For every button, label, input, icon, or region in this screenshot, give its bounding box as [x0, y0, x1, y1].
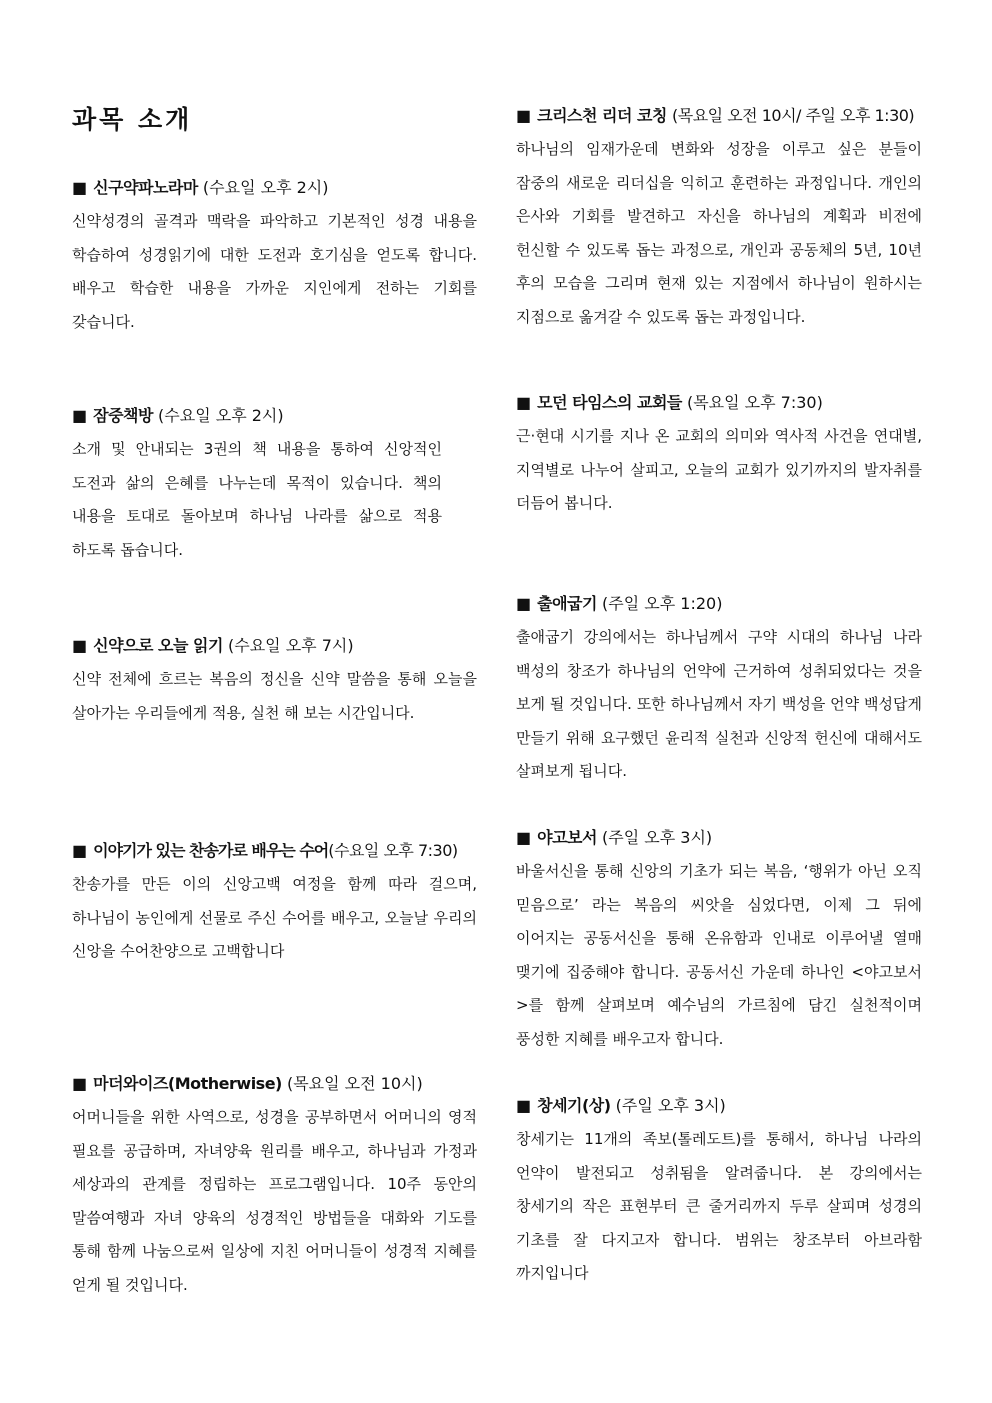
course-genesis: [516, 1094, 922, 1291]
course-schedule: (주일 오후 3시): [602, 828, 713, 847]
course-panorama: [72, 176, 477, 339]
square-bullet-icon: ■: [516, 393, 532, 412]
course-schedule: (수요일 오후 2시): [158, 406, 284, 425]
course-name: 야고보서: [537, 828, 597, 847]
course-heading: [72, 1072, 477, 1096]
square-bullet-icon: ■: [516, 106, 532, 125]
course-modern-times-churches: [516, 391, 922, 521]
course-schedule: (목요일 오전 10시/ 주일 오후 1:30): [672, 106, 915, 125]
course-schedule: (목요일 오전 10시): [286, 1074, 423, 1093]
course-name: 신약으로 오늘 읽기: [93, 636, 223, 655]
page-title: 과목 소개: [72, 105, 193, 134]
course-schedule: (수요일 오후 2시): [202, 178, 329, 197]
course-schedule: (주일 오후 3시): [615, 1096, 726, 1115]
square-bullet-icon: ■: [516, 1096, 532, 1115]
course-name: 마더와이즈(Motherwise): [93, 1074, 282, 1093]
course-exodus: [516, 592, 922, 789]
square-bullet-icon: ■: [516, 594, 532, 613]
course-heading: [516, 592, 922, 616]
course-leader-coaching: [516, 104, 922, 334]
square-bullet-icon: ■: [72, 636, 88, 655]
course-heading: [516, 391, 922, 415]
square-bullet-icon: ■: [72, 406, 88, 425]
course-description: 하나님의 임재가운데 변화와 성장을 이루고 싶은 분들이 잠중의 새로운 리더십을 익히고 훈련하는 과정입니다. 개인의 은사와 기회를 발견하고 자신을 하나님의 계획과 비전에 헌신할 수 있도록 돕는 과정으로, 개인과 공동체의 5년, 10년 후의 모습을 그리며 현재 있는 지점에서 하나님이 원하시는 지점으로 옮겨갈 수 있도록 돕는 과정입니다.: [516, 140, 922, 326]
square-bullet-icon: ■: [72, 1074, 88, 1093]
course-heading: [72, 404, 442, 428]
course-name: 이야기가 있는 찬송가로 배우는 수어: [93, 841, 329, 860]
course-schedule: (수요일 오후 7:30): [328, 841, 458, 860]
course-schedule: (수요일 오후 7시): [228, 636, 354, 655]
course-sign-language-hymns: [72, 839, 477, 969]
course-description: 창세기는 11개의 족보(톨레도트)를 통해서, 하나님 나라의 언약이 발전되고 성취됨을 알려줍니다. 본 강의에서는 창세기의 작은 표현부터 큰 줄거리까지 두루 살피며 성경의 기초를 잘 다지고자 합니다. 범위는 창조부터 아브라함 까지입니다: [516, 1130, 922, 1282]
square-bullet-icon: ■: [72, 841, 88, 860]
course-heading: [72, 176, 477, 200]
course-name: 창세기(상): [537, 1096, 611, 1115]
course-description: 바울서신을 통해 신앙의 기초가 되는 복음, ‘행위가 아닌 오직 믿음으로’ 라는 복음의 씨앗을 심었다면, 이제 그 뒤에 이어지는 공동서신을 통해 온유함과 인내로 이루어낼 열매 맺기에 집중해야 합니다. 공동서신 가운데 하나인 <야고보서>를 함께 살펴보며 예수님의 가르침에 담긴 실천적이며 풍성한 지혜를 배우고자 합니다.: [516, 862, 922, 1048]
course-description: 어머니들을 위한 사역으로, 성경을 공부하면서 어머니의 영적 필요를 공급하며, 자녀양육 원리를 배우고, 하나님과 가정과 세상과의 관계를 정립하는 프로그램입니다. 10주 동안의 말씀여행과 자녀 양육의 성경적인 방법들을 대화와 기도를 통해 함께 나눔으로써 일상에 지친 어머니들이 성경적 지혜를 얻게 될 것입니다.: [72, 1108, 477, 1294]
course-schedule: (목요일 오후 7:30): [686, 393, 823, 412]
course-description: 찬송가를 만든 이의 신앙고백 여정을 함께 따라 걸으며, 하나님이 농인에게 선물로 주신 수어를 배우고, 오늘날 우리의 신앙을 수어찬양으로 고백합니다: [72, 875, 477, 960]
course-description: 소개 및 안내되는 3권의 책 내용을 통하여 신앙적인 도전과 삶의 은혜를 나누는데 목적이 있습니다. 책의 내용을 토대로 돌아보며 하나님 나라를 삶으로 적용 하도록 돕습니다.: [72, 440, 442, 559]
square-bullet-icon: ■: [516, 828, 532, 847]
course-new-testament-today: [72, 634, 477, 730]
course-name: 출애굽기: [537, 594, 597, 613]
course-name: 크리스천 리더 코칭: [537, 106, 667, 125]
course-description: 신약성경의 골격과 맥락을 파악하고 기본적인 성경 내용을 학습하여 성경읽기에 대한 도전과 호기심을 얻도록 합니다. 배우고 학습한 내용을 가까운 지인에게 전하는 기회를 갖습니다.: [72, 212, 477, 331]
course-description: 출애굽기 강의에서는 하나님께서 구약 시대의 하나님 나라 백성의 창조가 하나님의 언약에 근거하여 성취되었다는 것을 보게 될 것입니다. 또한 하나님께서 자기 백성을 언약 백성답게 만들기 위해 요구했던 윤리적 실천과 신앙적 헌신에 대해서도 살펴보게 됩니다.: [516, 628, 922, 780]
course-heading: [72, 634, 477, 658]
course-heading: [72, 839, 477, 863]
course-schedule: (주일 오후 1:20): [602, 594, 723, 613]
course-heading: [516, 1094, 922, 1118]
course-book-club: [72, 404, 442, 567]
course-name: 잠중책방: [93, 406, 153, 425]
square-bullet-icon: ■: [72, 178, 88, 197]
course-james: [516, 826, 922, 1056]
course-description: 근·현대 시기를 지나 온 교회의 의미와 역사적 사건을 연대별, 지역별로 나누어 살피고, 오늘의 교회가 있기까지의 발자취를 더듬어 봅니다.: [516, 427, 922, 512]
course-heading: [516, 104, 922, 128]
course-motherwise: [72, 1072, 477, 1302]
course-name: 신구약파노라마: [93, 178, 198, 197]
course-heading: [516, 826, 922, 850]
course-name: 모던 타임스의 교회들: [537, 393, 682, 412]
course-description: 신약 전체에 흐르는 복음의 정신을 신약 말씀을 통해 오늘을 살아가는 우리들에게 적용, 실천 해 보는 시간입니다.: [72, 670, 477, 722]
